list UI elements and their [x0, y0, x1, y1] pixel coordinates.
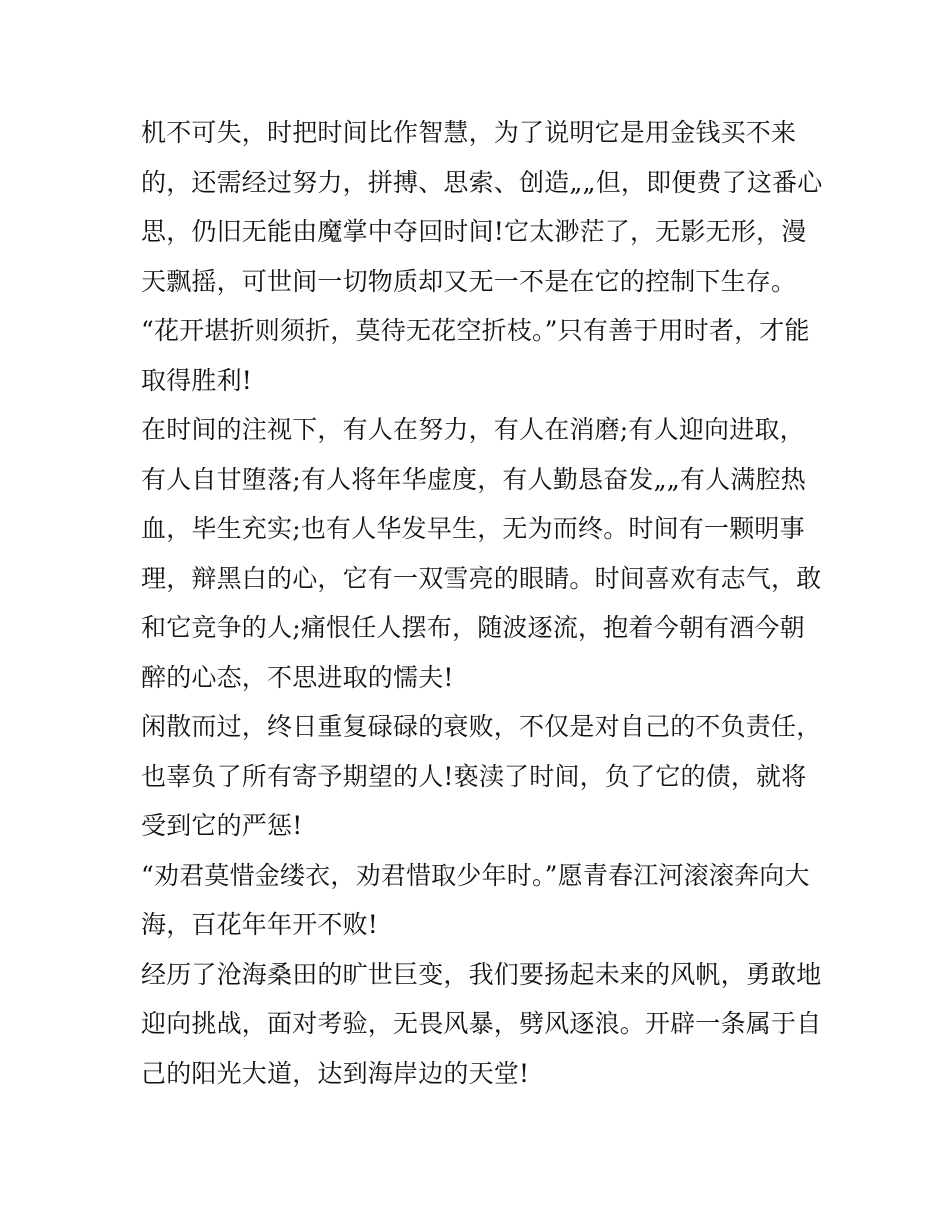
- text-line: 迎向挑战，面对考验，无畏风暴，劈风逐浪。开辟一条属于自: [141, 1009, 822, 1038]
- text-line: 醉的心态，不思进取的懦夫!: [141, 662, 454, 692]
- text-line: 闲散而过，终日重复碌碌的衰败，不仅是对自己的不负责任，: [141, 712, 822, 741]
- text-line: 在时间的注视下，有人在努力，有人在消磨;有人迎向进取，: [141, 415, 805, 444]
- text-line: “花开堪折则须折，莫待无花空折枝。”只有善于用时者，才能: [141, 316, 810, 345]
- text-line: “劝君莫惜金缕衣，劝君惜取少年时。”愿青春江河滚滚奔向大: [141, 860, 810, 890]
- text-line: 机不可失，时把时间比作智慧，为了说明它是用金钱买不来: [141, 118, 797, 147]
- body-text: [141, 108, 821, 1098]
- text-line: 经历了沧海桑田的旷世巨变，我们要扬起未来的风帆，勇敢地: [141, 959, 822, 989]
- text-line: 海，百花年年开不败!: [141, 910, 379, 939]
- text-line: 有人自甘堕落;有人将年华虚度，有人勤恳奋发„„有人满腔热: [141, 464, 806, 494]
- text-line: 己的阳光大道，达到海岸边的天堂!: [141, 1058, 530, 1088]
- text-line: 取得胜利!: [141, 365, 253, 395]
- text-line: 的，还需经过努力，拼搏、思索、创造„„但，即便费了这番心: [141, 167, 823, 197]
- text-line: 天飘摇，可世间一切物质却又无一不是在它的控制下生存。: [141, 266, 797, 296]
- text-line: 血，毕生充实;也有人华发早生，无为而终。时间有一颗明事: [141, 514, 805, 543]
- text-line: 也辜负了所有寄予期望的人!亵渎了时间，负了它的债，就将: [141, 761, 807, 791]
- text-line: 思，仍旧无能由魔掌中夺回时间!它太渺茫了，无影无形，漫: [141, 217, 807, 246]
- text-line: 受到它的严惩!: [141, 811, 303, 840]
- text-line: 理，辩黑白的心，它有一双雪亮的眼睛。时间喜欢有志气，敢: [141, 563, 822, 593]
- text-line: 和它竞争的人;痛恨任人摆布，随波逐流，抱着今朝有酒今朝: [141, 613, 805, 642]
